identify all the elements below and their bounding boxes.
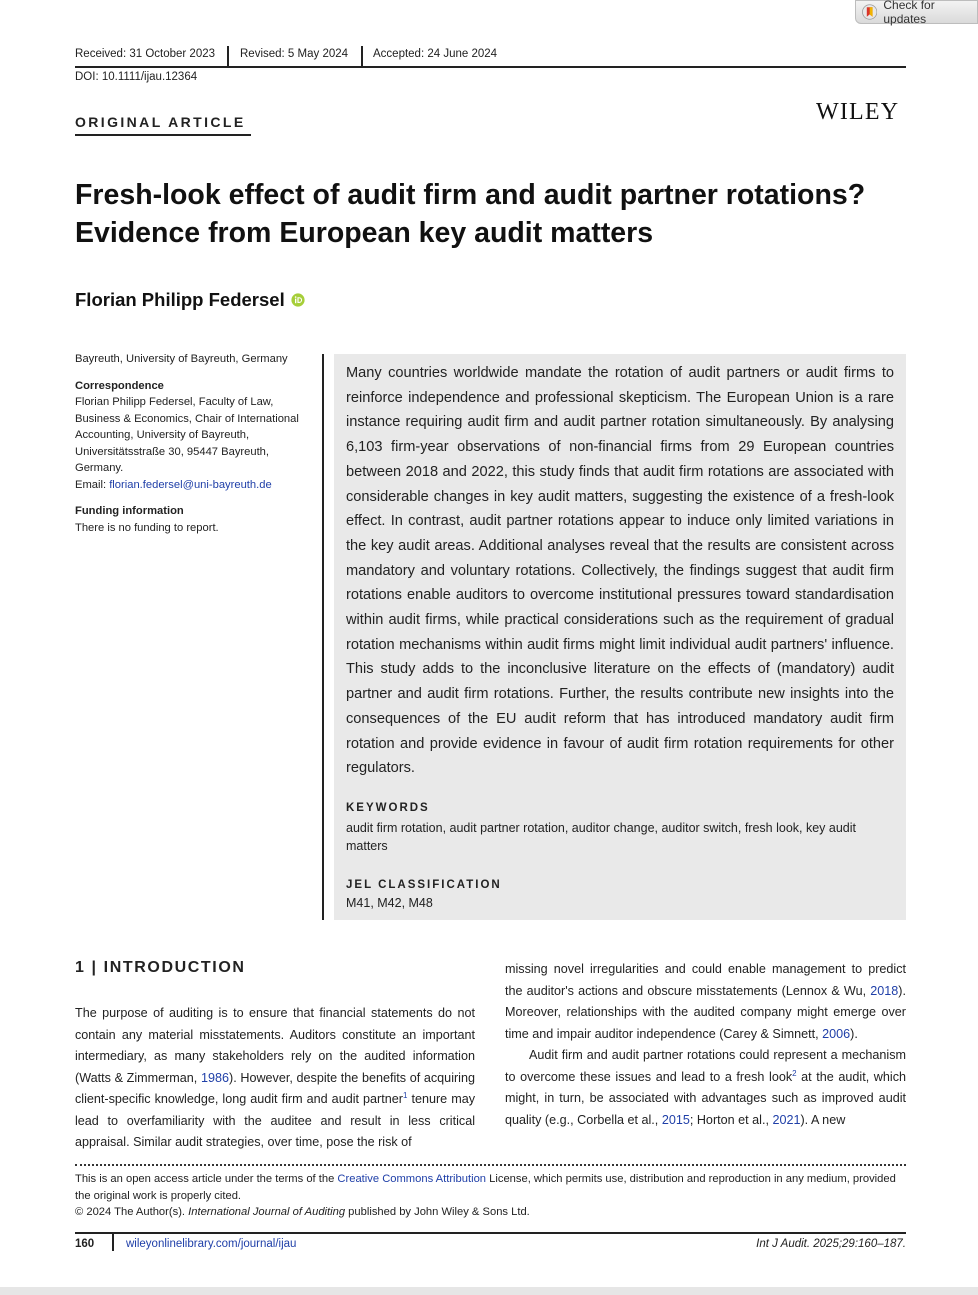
funding-text: There is no funding to report. [75, 521, 219, 534]
intro-text: ). A new [800, 1112, 846, 1127]
publisher-logo: WILEY [816, 99, 900, 125]
check-for-updates-button[interactable] [855, 0, 978, 24]
copyright [75, 1204, 906, 1221]
keywords-heading: KEYWORDS [346, 802, 430, 814]
email-link[interactable]: florian.federsel@uni-bayreuth.de [109, 478, 272, 491]
page-number: 160 [75, 1238, 95, 1250]
funding-block [75, 503, 310, 536]
affiliation: Bayreuth, University of Bayreuth, Germany [75, 353, 288, 365]
section-label-underline [75, 134, 251, 136]
citation-link[interactable]: 2021 [772, 1112, 801, 1127]
intro-text: at the audit, which might, in turn, be associated with advantages such as improved audit quality (e.g., Corbella et al., [505, 1069, 906, 1127]
received-date: Received: 31 October 2023 [75, 48, 216, 60]
citation-link[interactable]: 1986 [200, 1070, 229, 1085]
funding-heading: Funding information [75, 505, 184, 517]
keywords: audit firm rotation, audit partner rotation, auditor change, auditor switch, fresh look, key audit matters [346, 821, 856, 853]
correspondence-address: Florian Philipp Federsel, Faculty of Law, Business & Economics, Chair of International Accounting, University of Bayreuth, Universitätsstraße 30, 95447 Bayreuth, Germany. [75, 396, 299, 474]
intro-column-right [505, 959, 906, 1131]
citation-link[interactable]: 2006 [822, 1026, 851, 1041]
author-info-sidebar [75, 351, 310, 546]
intro-text: ). [850, 1026, 858, 1041]
intro-column-left [75, 1003, 475, 1154]
dotted-divider [75, 1164, 906, 1166]
intro-text: Audit firm and audit partner rotations could represent a mechanism to overcome these issues and lead to a fresh look [505, 1048, 906, 1084]
divider [227, 46, 229, 66]
journal-citation [756, 1238, 906, 1250]
intro-text: ). However, despite the benefits of acquiring client-specific knowledge, long audit firm and audit partner [75, 1070, 475, 1106]
journal-citation-text: Int J Audit. 2025;29:160–187. [756, 1238, 906, 1250]
correspondence-block [75, 378, 310, 494]
journal-name: International Journal of Auditing [188, 1206, 346, 1218]
title-line: Evidence from European key audit matters [75, 217, 654, 249]
cc-license-link[interactable]: Creative Commons Attribution [337, 1173, 487, 1185]
correspondence-heading: Correspondence [75, 379, 164, 392]
intro-text: ; Horton et al., [689, 1112, 773, 1127]
email-line [75, 477, 310, 494]
citation-link[interactable]: 2018 [870, 983, 899, 998]
check-for-updates-label: Check for updates [883, 0, 935, 26]
email-label: Email: [75, 478, 110, 491]
jel-codes: M41, M42, M48 [346, 896, 433, 910]
copyright-part: © 2024 The Author(s). [75, 1206, 189, 1218]
footer-rule [75, 1232, 906, 1234]
accepted-date: Accepted: 24 June 2024 [373, 48, 498, 60]
orcid-icon[interactable] [291, 293, 305, 307]
license-text-part: This is an open access article under the terms of the [75, 1173, 338, 1185]
footnote-ref[interactable]: 1 [402, 1090, 408, 1100]
header-rule [75, 66, 906, 68]
sidebar-divider [322, 354, 324, 920]
license-notice [75, 1171, 906, 1221]
license-text [75, 1171, 906, 1204]
article-title [75, 176, 895, 252]
intro-text: missing novel irregularities and could enable management to predict the auditor's actions and obscure misstatements (Lennox & Wu, [505, 962, 906, 998]
divider [112, 1233, 114, 1251]
footnote-ref[interactable]: 2 [792, 1068, 797, 1078]
doi: DOI: 10.1111/ijau.12364 [75, 71, 198, 83]
divider [361, 46, 363, 66]
author [75, 289, 305, 311]
citation-link[interactable]: 2015 [661, 1112, 690, 1127]
paragraph [505, 1045, 906, 1131]
intro-text: ). Moreover, relationships with the audited company might emerge over time and impair auditor independence (Carey & Simnett, [505, 983, 906, 1041]
section-label: ORIGINAL ARTICLE [75, 114, 246, 130]
license-text-part: License, which permits use, distribution and reproduction in any medium, provided the original work is properly cited. [75, 1173, 896, 1202]
bookmark-badge-icon [862, 4, 877, 20]
intro-text: tenure may lead to overfamiliarity with the auditee and result in less critical appraisal. Similar audit strategies, over time, pose the risk of [75, 1092, 475, 1149]
author-name[interactable]: Florian Philipp Federsel [75, 289, 285, 310]
journal-url-link[interactable]: wileyonlinelibrary.com/journal/ijau [126, 1238, 297, 1250]
section-heading-introduction: 1 | INTRODUCTION [75, 959, 246, 976]
abstract-text: Many countries worldwide mandate the rotation of audit partners or audit firms to reinforce independence and professional skepticism. The European Union is a rare instance requiring audit firm and audit partner rotation simultaneously. By analysing 6,103 firm-year observations of non-financial firms from 29 European countries between 2018 and 2022, this study finds that audit firm rotations are associated with considerable changes in key audit matters, suggesting the existence of a fresh-look effect. In contrast, audit partner rotations appear to induce only limited variations in the key audit areas. Additional analyses reveal that the results are consistent across mandatory and voluntary rotations. Collectively, the findings suggest that audit firm rotations enable auditors to overcome institutional pressures toward standardisation within audit firms, while practical considerations such as the requirement of gradual rotation mechanisms within audit firms might limit individual audit partners' influence. This study adds to the inconclusive literature on the effects of (mandatory) audit partner and audit firm rotations. Further, the results contribute new insights into the consequences of the EU audit reform that has introduced mandatory audit firm rotation and provide evidence in favour of audit firm rotation requirements for other regulators. [346, 365, 894, 777]
title-line: Fresh-look effect of audit firm and audit partner rotations? [75, 179, 866, 211]
revised-date: Revised: 5 May 2024 [240, 48, 349, 60]
jel-heading: JEL CLASSIFICATION [346, 879, 502, 891]
copyright-part: published by John Wiley & Sons Ltd. [345, 1206, 530, 1218]
viewer-bottom-edge [0, 1287, 978, 1295]
article-dates [75, 46, 906, 66]
paragraph [505, 959, 906, 1045]
intro-text: The purpose of auditing is to ensure that financial statements do not contain any material misstatements. Auditors constitute an important intermediary, as many stakeholders rely on the audited information (Watts & Zimmerman, [75, 1006, 475, 1085]
